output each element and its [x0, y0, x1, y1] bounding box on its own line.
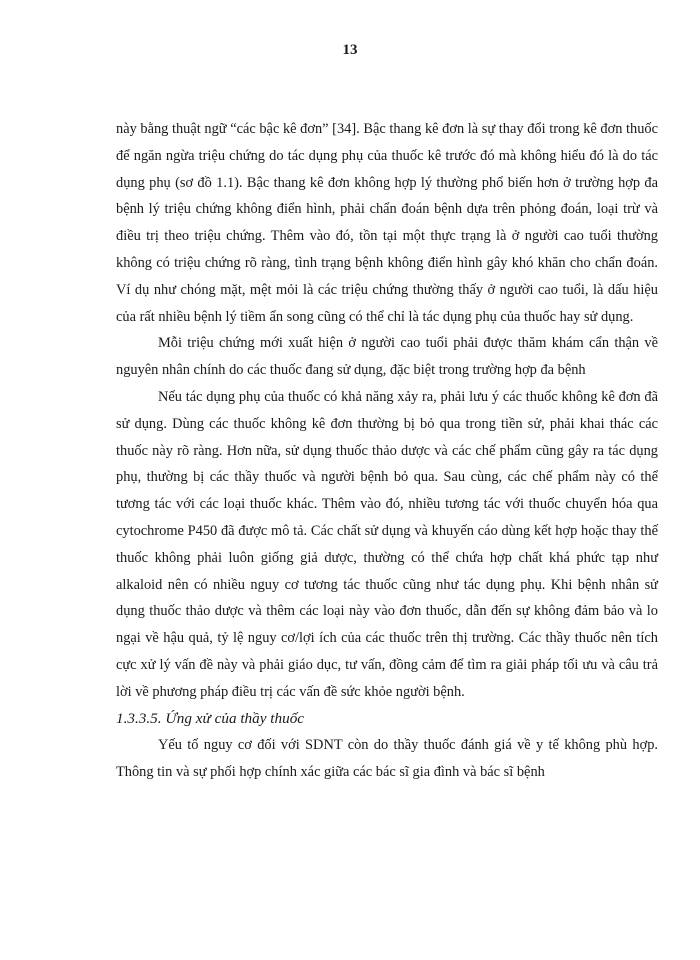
body-text [116, 116, 658, 786]
paragraph-continuation: này bằng thuật ngữ “các bậc kê đơn” [34]. Bậc thang kê đơn là sự thay đổi trong kê đơn thuốc để ngăn ngừa triệu chứng do tác dụng phụ của thuốc kê trước đó mà không hiểu đó là do tác dụng phụ (sơ đồ 1.1). Bậc thang kê đơn không hợp lý thường phổ biến hơn ở trường hợp đa bệnh lý triệu chứng không điển hình, phải chẩn đoán bệnh dựa trên phỏng đoán, loại trừ và điều trị theo triệu chứng. Thêm vào đó, tồn tại một thực trạng là ở người cao tuổi thường không có triệu chứng rõ ràng, tình trạng bệnh không điển hình gây khó khăn cho chẩn đoán. Ví dụ như chóng mặt, mệt mỏi là các triệu chứng thường thấy ở người cao tuổi, là dấu hiệu của rất nhiều bệnh lý tiềm ẩn song cũng có thể chỉ là tác dụng phụ của thuốc hay sử dụng. [116, 121, 658, 325]
paragraph-otc-drugs: Nếu tác dụng phụ của thuốc có khả năng xảy ra, phải lưu ý các thuốc không kê đơn đã sử dụng. Dùng các thuốc không kê đơn thường bị bỏ qua trong tiền sử, phải khai thác các thuốc này rõ ràng. Hơn nữa, sử dụng thuốc thảo dược và các chế phẩm cũng gây ra tác dụng phụ, thường bị các thầy thuốc và người bệnh bỏ qua. Sau cùng, các chế phẩm này có thể tương tác với các loại thuốc khác. Thêm vào đó, nhiều tương tác với thuốc chuyển hóa qua cytochrome P450 đã được mô tả. Các chất sử dụng và khuyến cáo dùng kết hợp hoặc thay thế thuốc không phải luôn giống giả dược, thường có thể chứa hợp chất khá phức tạp như alkaloid nên có nhiều nguy cơ tương tác thuốc cũng như tác dụng phụ. Khi bệnh nhân sử dụng thuốc thảo dược và thêm các loại này vào đơn thuốc, dẫn đến sự không đảm bảo và lo ngại về hậu quả, tỷ lệ nguy cơ/lợi ích của các thuốc trên thị trường. Các thầy thuốc nên tích cực xử lý vấn đề này và phải giáo dục, tư vấn, đồng cảm để tìm ra giải pháp tối ưu và câu trả lời về phương pháp điều trị các vấn đề sức khỏe người bệnh. [116, 388, 658, 700]
page-number: 13 [342, 42, 358, 58]
paragraph-physician-factors: Yếu tố nguy cơ đối với SDNT còn do thầy thuốc đánh giá về y tế không phù hợp. Thông tin và sự phối hợp chính xác giữa các bác sĩ gia đình và bác sĩ bệnh [116, 737, 658, 781]
paragraph-new-symptoms: Mỗi triệu chứng mới xuất hiện ở người cao tuổi phải được thăm khám cẩn thận về nguyên nhân chính do các thuốc đang sử dụng, đặc biệt trong trường hợp đa bệnh [116, 335, 658, 379]
section-heading: 1.3.3.5. Ứng xử của thầy thuốc [116, 709, 305, 727]
